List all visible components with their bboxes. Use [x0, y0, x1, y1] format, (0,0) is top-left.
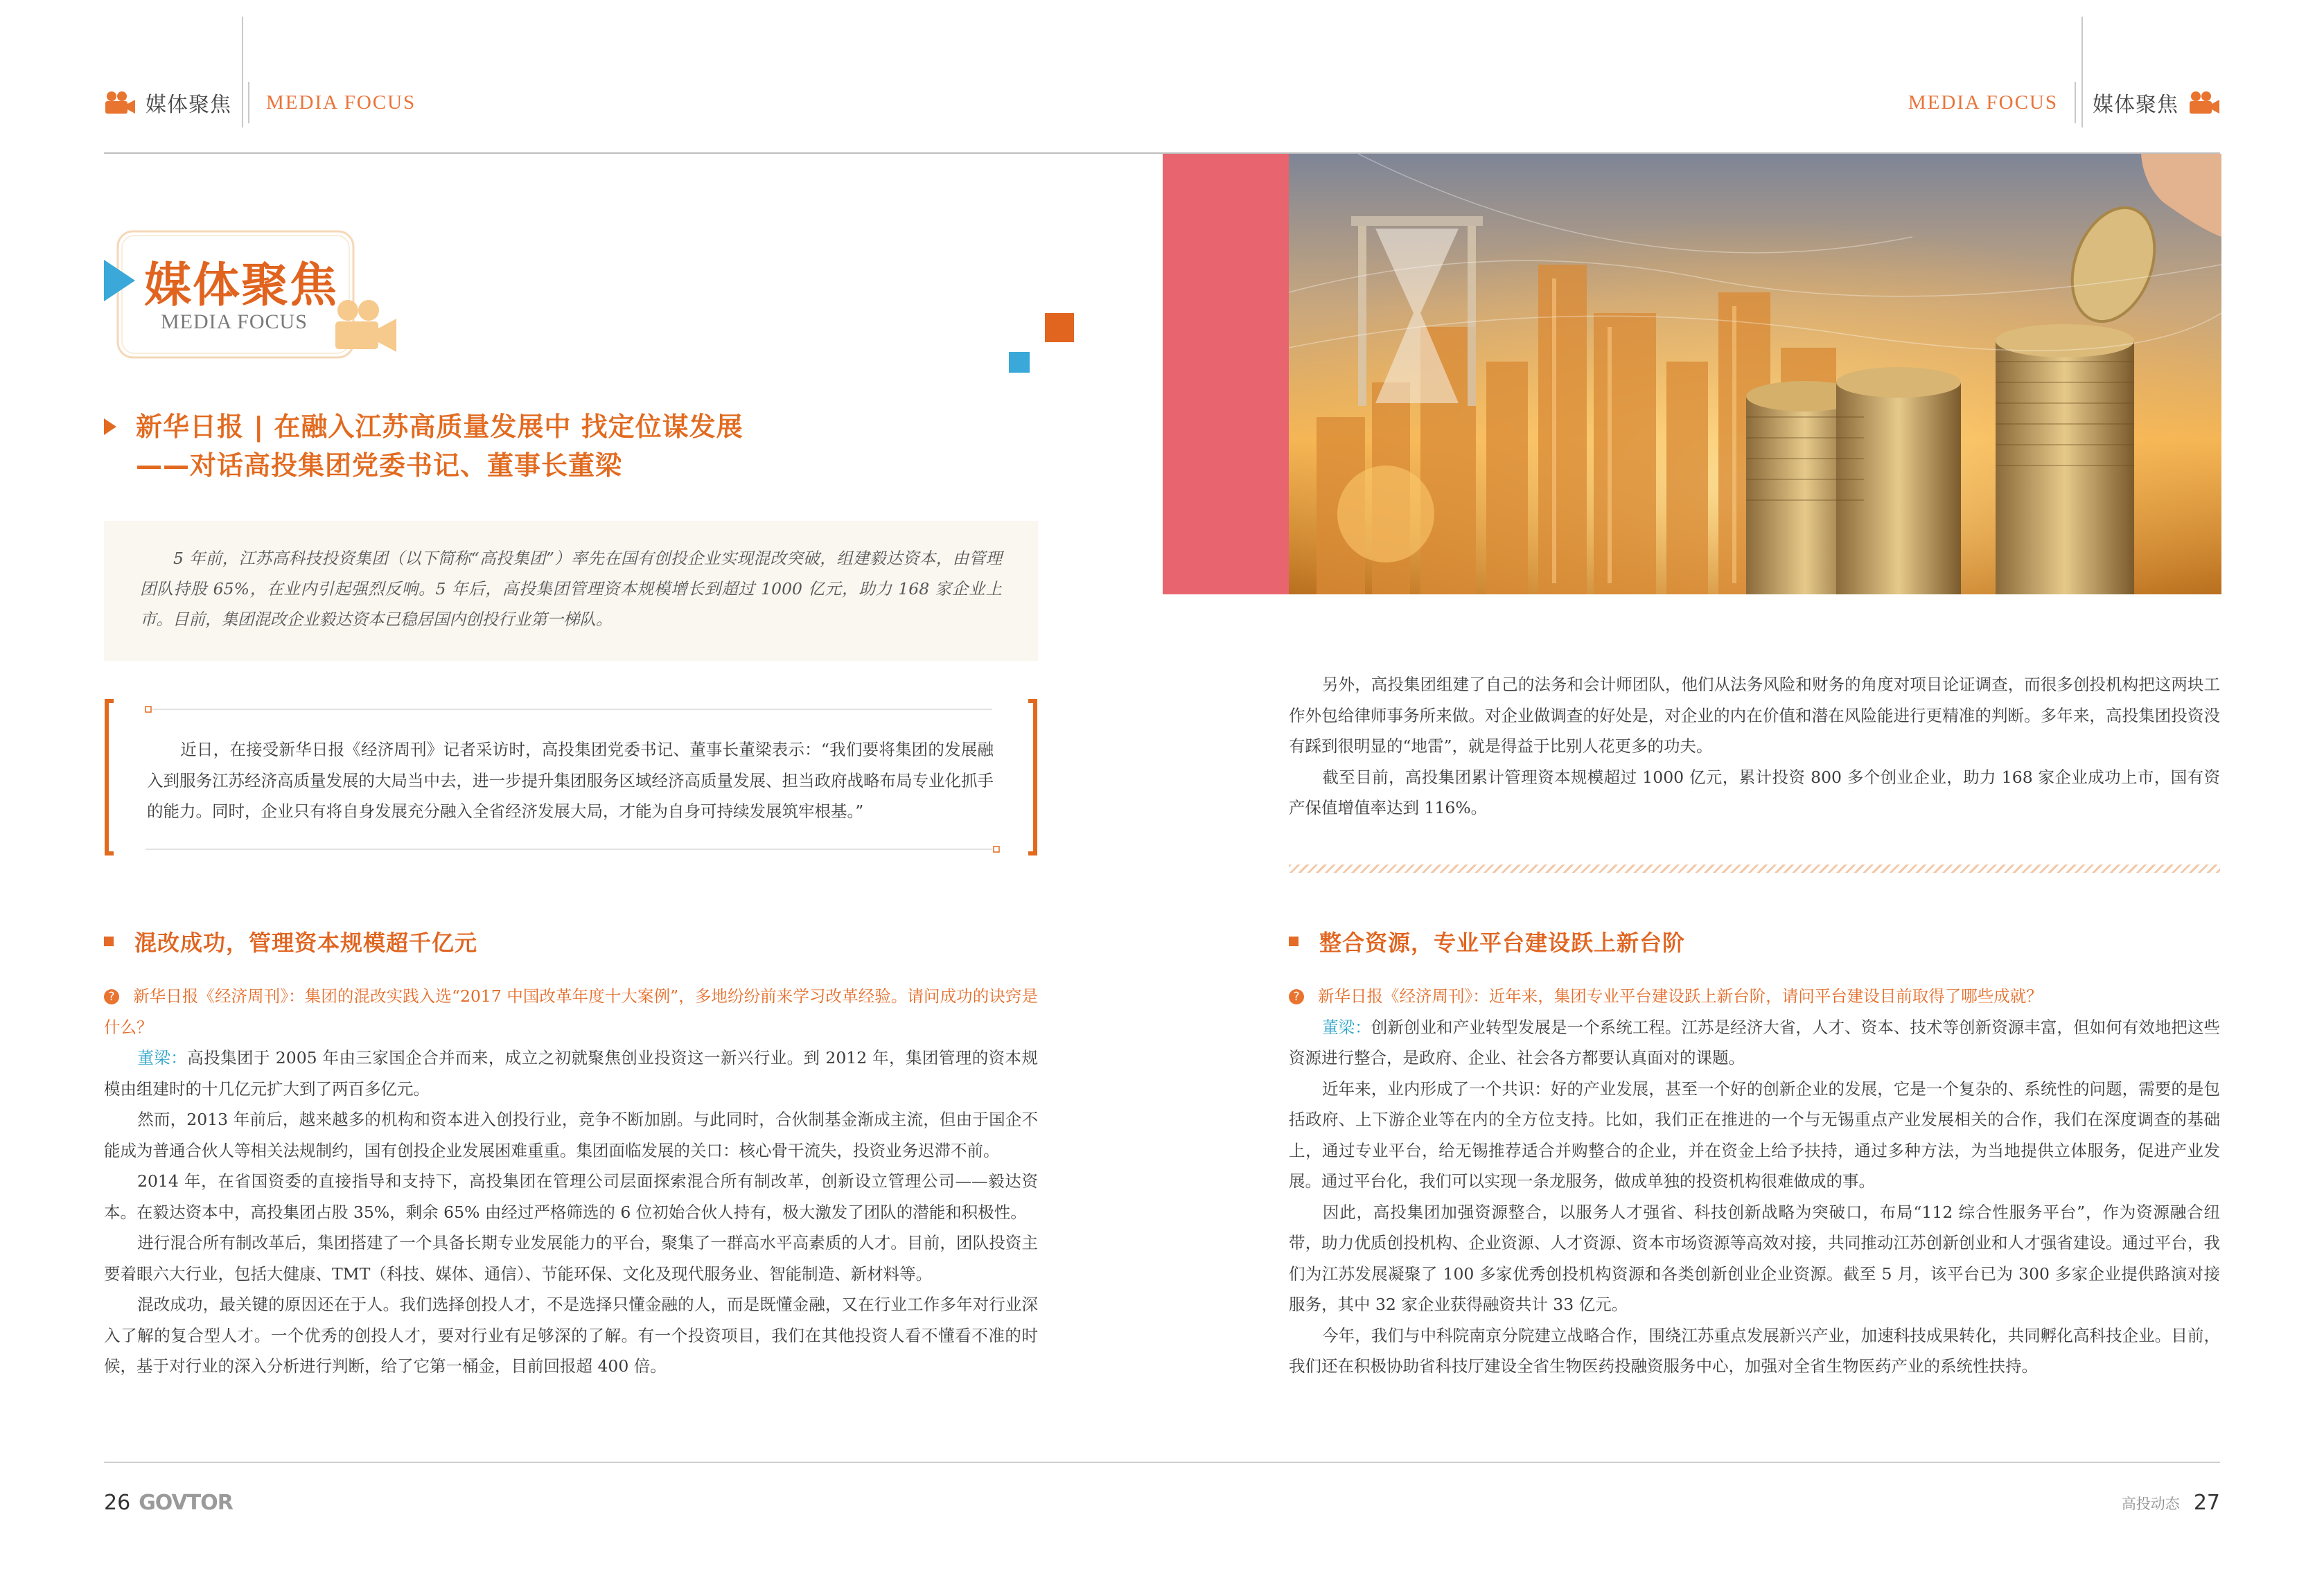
right-section [1289, 925, 2220, 1382]
left-paragraph-text: 进行混合所有制改革后，集团搭建了一个具备长期专业发展能力的平台，聚集了一群高水平高素质的人才。目前，团队投资主要着眼六大行业，包括大健康、TMT（科技、媒体、通信）、节能环保、文化及现代服务业、智能制造、新材料等。 [104, 1233, 1038, 1284]
footer-right [2122, 1491, 2220, 1515]
brand-logo: GOVTOR [139, 1491, 233, 1515]
quote-text [147, 734, 994, 827]
intro-text [140, 543, 1002, 635]
header-right-cn: 媒体聚焦 [2093, 93, 2178, 117]
right-paragraph [1289, 1197, 2220, 1320]
question-icon: ? [1289, 989, 1304, 1004]
article-title-line2: ——对话高投集团党委书记、董事长董梁 [136, 450, 623, 481]
speaker-label: 董梁： [137, 1048, 188, 1067]
article-title-line1: 新华日报 | 在融入江苏高质量发展中 找定位谋发展 [136, 411, 743, 442]
left-paragraph [104, 1227, 1038, 1289]
left-answer-first [104, 1043, 1038, 1104]
header-left [104, 82, 416, 123]
page-number-right: 27 [2193, 1491, 2220, 1515]
right-top-paragraph-text: 截至目前，高投集团累计管理资本规模超过 1000 亿元，累计投资 800 多个创业企业，助力 168 家企业成功上市，国有资产保值增值率达到 116%。 [1289, 767, 2220, 817]
left-section-title [104, 925, 1038, 957]
article-title [104, 407, 1074, 485]
left-question [104, 981, 1038, 1043]
quote-box [104, 698, 1038, 856]
deco-square-blue [1009, 352, 1030, 373]
left-paragraph [104, 1104, 1038, 1166]
header-right [1908, 82, 2220, 123]
right-paragraph-text: 因此，高投集团加强资源整合，以服务人才强省、科技创新战略为突破口，布局“112 综合性服务平台”，作为资源融合纽带，助力优质创投机构、企业资源、人才资源、资本市场资源等高效对接，共同推动江苏创新创业和人才强省建设。通过平台，我们为江苏发展凝聚了 100 多家优秀创投机构资源和各类创新创业企业资源。截至 5 月，该平台已为 300 多家企业提供路演对接服务，其中 32 家企业获得融资共计 33 亿元。 [1289, 1202, 2220, 1314]
hero-image-block [1163, 154, 2220, 594]
header-left-rule-v [242, 17, 243, 127]
right-answer-first [1289, 1012, 2220, 1074]
header-right-divider [2075, 82, 2076, 123]
badge-title-en: MEDIA FOCUS [161, 310, 308, 333]
title-arrow-icon [104, 418, 116, 435]
hatched-divider [1289, 865, 2220, 873]
right-paragraph [1289, 1074, 2220, 1197]
section-square-icon [1289, 937, 1299, 946]
right-top-paragraph [1289, 762, 2220, 824]
quote-text-content: 近日，在接受新华日报《经济周刊》记者采访时，高投集团党委书记、董事长董梁表示：“我们要将集团的发展融入到服务江苏经济高质量发展的大局当中去，进一步提升集团服务区域经济高质量发展、担当政府战略布局专业化抓手的能力。同时，企业只有将自身发展充分融入全省经济发展大局，才能为自身可持续发展筑牢根基。” [147, 740, 994, 821]
right-top-paragraph [1289, 669, 2220, 762]
right-top [1289, 669, 2220, 824]
page-number-left: 26 [104, 1491, 131, 1515]
left-section-title-text: 混改成功，管理资本规模超千亿元 [134, 930, 478, 956]
right-question [1289, 981, 2220, 1012]
video-camera-icon [333, 298, 398, 353]
header-rule-left [104, 152, 1164, 154]
right-top-paragraph-text: 另外，高投集团组建了自己的法务和会计师团队，他们从法务风险和财务的角度对项目论证调查，而很多创投机构把这两块工作外包给律师事务所来做。对企业做调查的好处是，对企业的内在价值和潜在风险能进行更精准的判断。多年来，高投集团投资没有踩到很明显的“地雷”，就是得益于比别人花更多的功夫。 [1289, 675, 2220, 756]
camera-icon [2188, 90, 2220, 115]
header-left-cn: 媒体聚焦 [146, 93, 231, 117]
badge-title-cn: 媒体聚焦 [144, 258, 339, 313]
left-paragraph [104, 1289, 1038, 1382]
footer-left [104, 1491, 233, 1515]
right-paragraph-text: 今年，我们与中科院南京分院建立战略合作，围绕江苏重点发展新兴产业，加速科技成果转化，共同孵化高科技企业。目前，我们还在积极协助省科技厅建设全省生物医药投融资服务中心，加强对全省生物医药产业的系统性扶持。 [1289, 1325, 2220, 1376]
header-right-rule-v [2081, 17, 2083, 127]
right-section-title-text: 整合资源，专业平台建设跃上新台阶 [1319, 930, 1686, 956]
hero-image [1289, 154, 2221, 594]
right-question-text: 新华日报《经济周刊》：近年来，集团专业平台建设跃上新台阶，请问平台建设目前取得了哪些成就？ [1318, 986, 2043, 1006]
left-paragraph-text: 2014 年，在省国资委的直接指导和支持下，高投集团在管理公司层面探索混合所有制改革，创新设立管理公司——毅达资本。在毅达资本中，高投集团占股 35%，剩余 65% 由经过严格筛选的 6 位初始合伙人持有，极大激发了团队的潜能和积极性。 [104, 1171, 1038, 1222]
right-section-title [1289, 925, 2220, 957]
left-paragraph-text: 混改成功，最关键的原因还在于人。我们选择创投人才，不是选择只懂金融的人，而是既懂金融，又在行业工作多年对行业深入了解的复合型人才。一个优秀的创投人才，要对行业有足够深的了解。有一个投资项目，我们在其他投资人看不懂看不准的时候，基于对行业的深入分析进行判断，给了它第一桶金，目前回报超 400 倍。 [104, 1295, 1038, 1376]
camera-icon [104, 90, 136, 115]
right-paragraph [1289, 1320, 2220, 1382]
left-section [104, 925, 1038, 1382]
intro-box [104, 521, 1038, 661]
left-paragraph [104, 1166, 1038, 1227]
media-focus-badge [104, 229, 402, 360]
header-left-en: MEDIA FOCUS [266, 91, 416, 114]
magazine-name: 高投动态 [2121, 1495, 2180, 1512]
deco-square-orange [1045, 313, 1074, 342]
header-left-divider [248, 82, 249, 123]
footer-rule [104, 1462, 2220, 1463]
left-answer-first-text: 高投集团于 2005 年由三家国企合并而来，成立之初就聚焦创业投资这一新兴行业。到 2012 年，集团管理的资本规模由组建时的十几亿元扩大到了两百多亿元。 [104, 1048, 1038, 1099]
intro-text-content: 5 年前，江苏高科技投资集团（以下简称“高投集团”）率先在国有创投企业实现混改突破，组建毅达资本，由管理团队持股 65%，在业内引起强烈反响。5 年后，高投集团管理资本规模增长到超过 1000 亿元，助力 168 家企业上市。目前，集团混改企业毅达资本已稳居国内创投行业第一梯队。 [140, 549, 1002, 629]
left-question-text: 新华日报《经济周刊》：集团的混改实践入选“2017 中国改革年度十大案例”，多地纷纷前来学习改革经验。请问成功的诀窍是什么？ [104, 986, 1038, 1037]
right-answer-first-text: 创新创业和产业转型发展是一个系统工程。江苏是经济大省，人才、资本、技术等创新资源丰富，但如何有效地把这些资源进行整合，是政府、企业、社会各方都要认真面对的课题。 [1289, 1017, 2221, 1067]
question-icon: ? [104, 989, 119, 1004]
header-right-en: MEDIA FOCUS [1908, 91, 2058, 114]
speaker-label: 董梁： [1322, 1017, 1371, 1037]
section-square-icon [104, 937, 114, 946]
left-paragraph-text: 然而，2013 年前后，越来越多的机构和资本进入创投行业，竞争不断加剧。与此同时，合伙制基金渐成主流，但由于国企不能成为普通合伙人等相关法规制约，国有创投企业发展困难重重。集团面临发展的关口：核心骨干流失，投资业务迟滞不前。 [104, 1110, 1038, 1160]
right-paragraph-text: 近年来，业内形成了一个共识：好的产业发展，甚至一个好的创新企业的发展，它是一个复杂的、系统性的问题，需要的是包括政府、上下游企业等在内的全方位支持。比如，我们正在推进的一个与无锡重点产业发展相关的合作，我们在深度调查的基础上，通过专业平台，给无锡推荐适合并购整合的企业，并在资金上给予扶持，通过多种方法，为当地提供立体服务，促进产业发展。通过平台化，我们可以实现一条龙服务，做成单独的投资机构很难做成的事。 [1289, 1079, 2220, 1191]
